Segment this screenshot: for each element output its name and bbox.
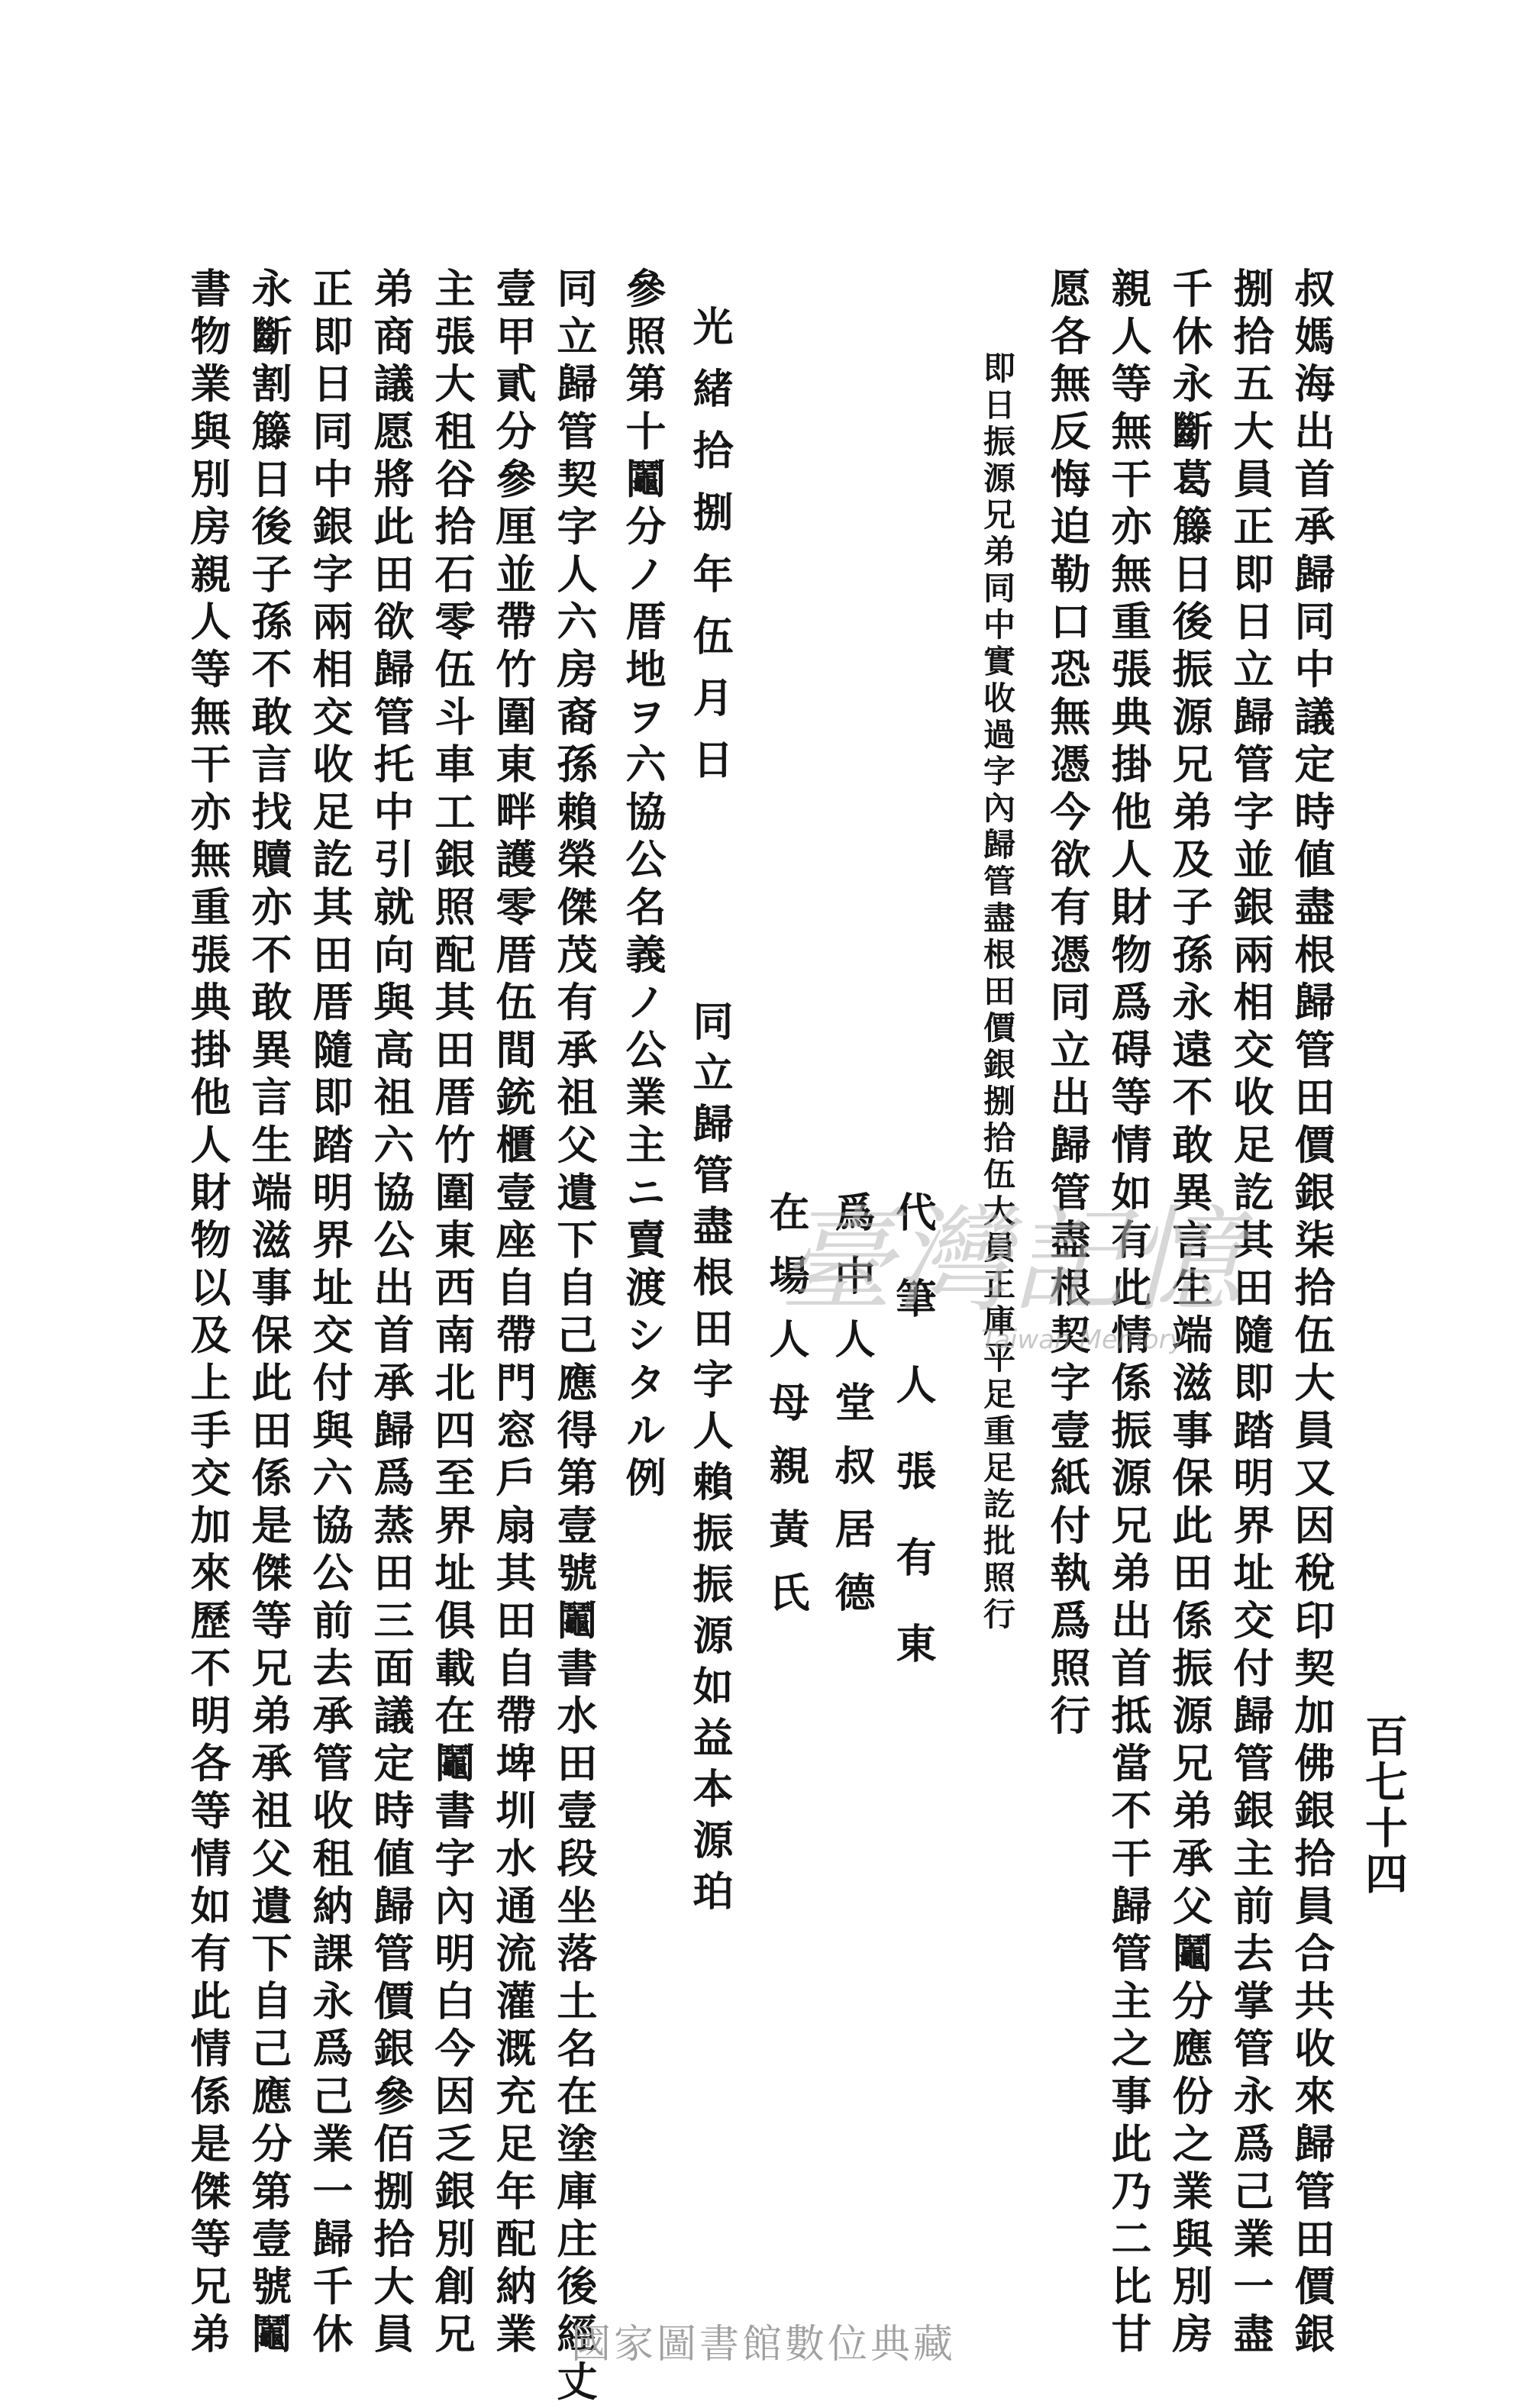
- text-column-8: 主張大租谷拾石零伍斗車工銀照配其田厝竹圍東西南北四至界址俱載在鬮書字內明白今因乏銀別創兄: [428, 267, 476, 2361]
- text-column-9: 弟商議愿將此田欲歸管托中引就向與高祖六協公出首承歸爲蒸田三面議定時値歸管價銀參佰捌拾大員: [367, 267, 415, 2361]
- date-line: 光緒拾捌年伍月日: [686, 305, 734, 800]
- text-column-11: 永斷割籐日後子孫不敢言找贖亦不敢異言生端滋事保此田係是傑等兄弟承祖父遺下自己應分第壹號鬮: [245, 267, 292, 2361]
- text-column-7: 壹甲貳分參厘並帶竹圍東畔護零厝伍間銃櫃壹座自帶門窓戶扇其田自帶埤圳水通流灌溉充足年配納業: [489, 267, 537, 2361]
- text-column-3: 千休永斷葛籐日後振源兄弟及子孫永遠不敢異言生端滋事保此田係振源兄弟承父鬮分應份之業與別房: [1166, 267, 1213, 2361]
- middleman-line: 爲中人堂叔居德: [828, 1191, 876, 1635]
- text-column-5: 愿各無反悔迫勒口恐無憑今欲有憑同立出歸管盡根契字壹紙付執爲照行: [1044, 267, 1091, 1742]
- text-column-4: 親人等無干亦無重張典掛他人財物爲碍等情如有此情係振源兄弟出首抵當不干歸管主之事此乃二比甘: [1105, 267, 1152, 2361]
- signatory-line: 同立歸管盡根田字人賴振振源如益本源珀: [686, 1000, 734, 1921]
- receipt-line: 即日振源兄弟同中實收過字內歸管盡根田價銀捌拾伍大員正庫平足重足訖批照行: [979, 351, 1016, 1634]
- text-column-10: 正即日同中銀字兩相交收足訖其田厝隨即踏明界址交付與六協公前去承管收租納課永爲己業一歸千休: [306, 267, 354, 2361]
- footer-credit: 國家圖書館數位典藏: [570, 2322, 956, 2368]
- scribe-line: 代筆人張有東: [889, 1191, 937, 1709]
- page-number: 百七十四: [1358, 1714, 1409, 1897]
- text-column-12: 書物業與別房親人等無干亦無重張典掛他人財物以及上手交加來歷不明各等情如有此情係是傑等兄弟: [184, 267, 231, 2361]
- section-heading: 參照第十鬮分ノ厝地ヲ六協公名義ノ公業主ニ賣渡シタル例: [619, 267, 667, 1504]
- text-column-2: 捌拾五大員正即日立歸管字並銀兩相交收足訖其田隨即踏明界址交付歸管銀主前去掌管永爲己業一盡: [1227, 267, 1274, 2361]
- watermark-subtext: Taiwan Memory: [981, 1325, 1185, 1355]
- watermark-logo-text: 臺灣記憶: [779, 1195, 1244, 1328]
- witness-line: 在場人母親黃氏: [763, 1191, 810, 1635]
- text-column-1: 叔媽海出首承歸同中議定時値盡根歸管田價銀柒拾伍大員又因稅印契加佛銀拾員合共收來歸管田價銀: [1288, 267, 1335, 2361]
- text-column-6: 同立歸管契字人六房裔孫賴榮傑茂有承祖父遺下自己應得第壹號鬮書水田壹段坐落土名在塗庫庄後經丈: [550, 267, 598, 2408]
